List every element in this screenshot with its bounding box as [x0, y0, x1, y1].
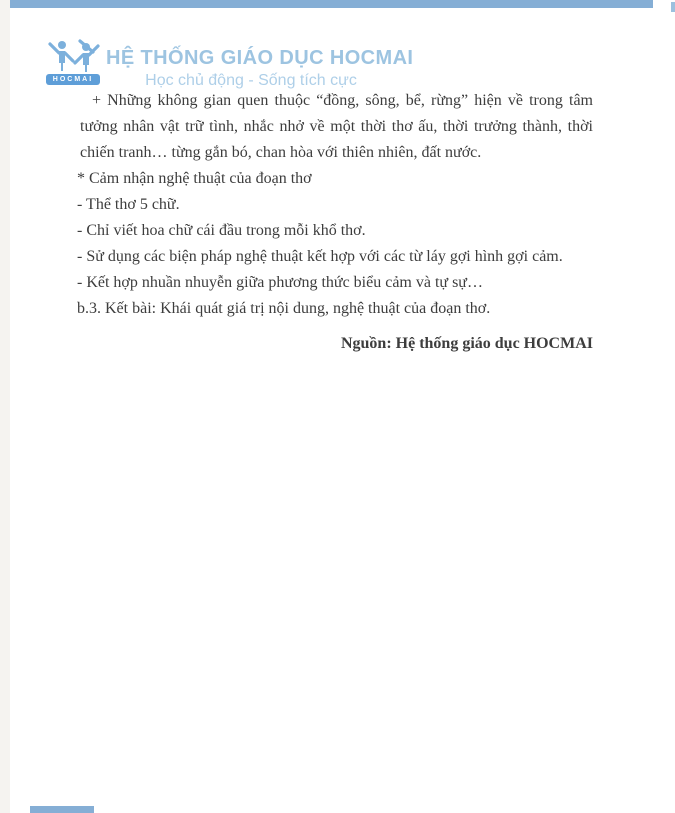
top-accent-bar — [10, 0, 653, 8]
header-titles — [106, 47, 414, 90]
body-line-expression: - Kết hợp nhuần nhuyễn giữa phương thức biểu cảm và tự sự… — [77, 274, 483, 291]
org-slogan: Học chủ động - Sống tích cực — [145, 72, 357, 89]
hocmai-logo — [46, 39, 102, 85]
body-line-conclusion: b.3. Kết bài: Khái quát giá trị nội dung, nghệ thuật của đoạn thơ. — [77, 300, 491, 317]
source-attribution: Nguồn: Hệ thống giáo dục HOCMAI — [340, 335, 593, 352]
body-line-verse-form: - Thể thơ 5 chữ. — [77, 196, 180, 213]
hocmai-figures-icon — [46, 39, 102, 73]
document-body — [77, 88, 593, 357]
page-left-edge — [0, 0, 10, 813]
org-title: HỆ THỐNG GIÁO DỤC HOCMAI — [106, 47, 414, 69]
top-right-accent-sliver — [671, 2, 675, 12]
body-line-capitalization: - Chỉ viết hoa chữ cái đầu trong mỗi khổ thơ. — [77, 222, 366, 239]
hocmai-badge: HOCMAI — [46, 74, 100, 85]
body-paragraph: + Những không gian quen thuộc “đồng, sông, bể, rừng” hiện về trong tâm tưởng nhân vật trữ tình, nhắc nhở về một thời thơ ấu, thời trưởng thành, thời chiến tranh… từng gắn bó, chan hòa với thiên nhiên, đất nước. — [80, 92, 593, 161]
bottom-accent-bar — [30, 806, 94, 813]
body-line-art-heading: * Cảm nhận nghệ thuật của đoạn thơ — [77, 170, 312, 187]
body-line-devices: - Sử dụng các biện pháp nghệ thuật kết hợp với các từ láy gợi hình gợi cảm. — [77, 248, 563, 265]
